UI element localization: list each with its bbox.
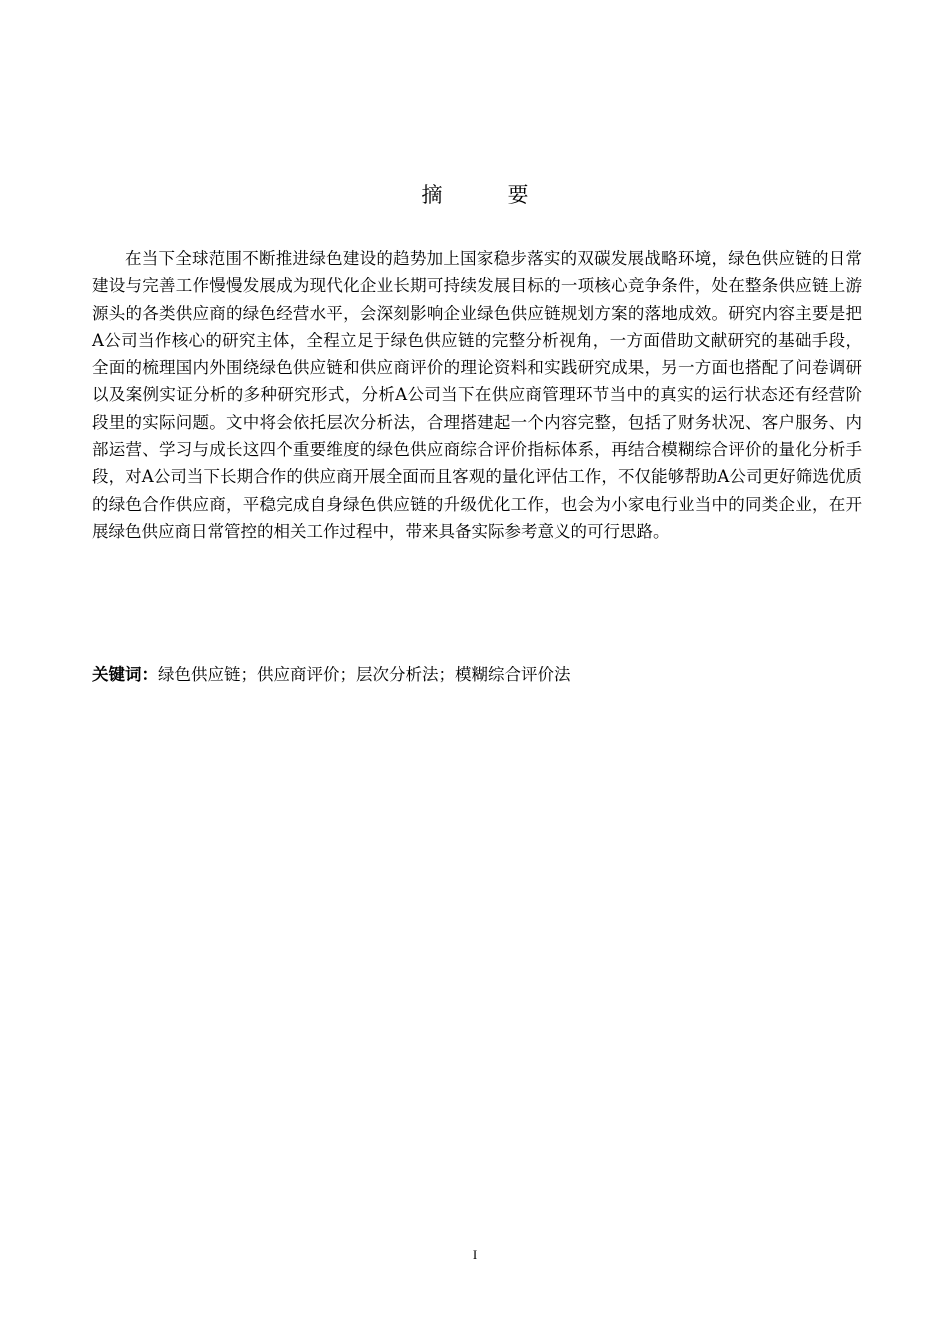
page-title: 摘 要 — [421, 183, 551, 207]
page-number: I — [472, 1247, 478, 1262]
keywords-value: 绿色供应链；供应商评价；层次分析法；模糊综合评价法 — [158, 665, 571, 684]
keywords-line — [92, 661, 862, 688]
abstract-body: 在当下全球范围不断推进绿色建设的趋势加上国家稳步落实的双碳发展战略环境，绿色供应链的日常建设与完善工作慢慢发展成为现代化企业长期可持续发展目标的一项核心竞争条件，处在整条供应链上游源头的各类供应商的绿色经营水平，会深刻影响企业绿色供应链规划方案的落地成效。研究内容主要是把A公司当作核心的研究主体，全程立足于绿色供应链的完整分析视角，一方面借助文献研究的基础手段，全面的梳理国内外围绕绿色供应链和供应商评价的理论资料和实践研究成果，另一方面也搭配了问卷调研以及案例实证分析的多种研究形式，分析A公司当下在供应商管理环节当中的真实的运行状态还有经营阶段里的实际问题。文中将会依托层次分析法，合理搭建起一个内容完整，包括了财务状况、客户服务、内部运营、学习与成长这四个重要维度的绿色供应商综合评价指标体系，再结合模糊综合评价的量化分析手段，对A公司当下长期合作的供应商开展全面而且客观的量化评估工作，不仅能够帮助A公司更好筛选优质的绿色合作供应商，平稳完成自身绿色供应链的升级优化工作，也会为小家电行业当中的同类企业，在开展绿色供应商日常管控的相关工作过程中，带来具备实际参考意义的可行思路。 — [92, 249, 862, 541]
keywords-label: 关键词： — [92, 665, 158, 684]
